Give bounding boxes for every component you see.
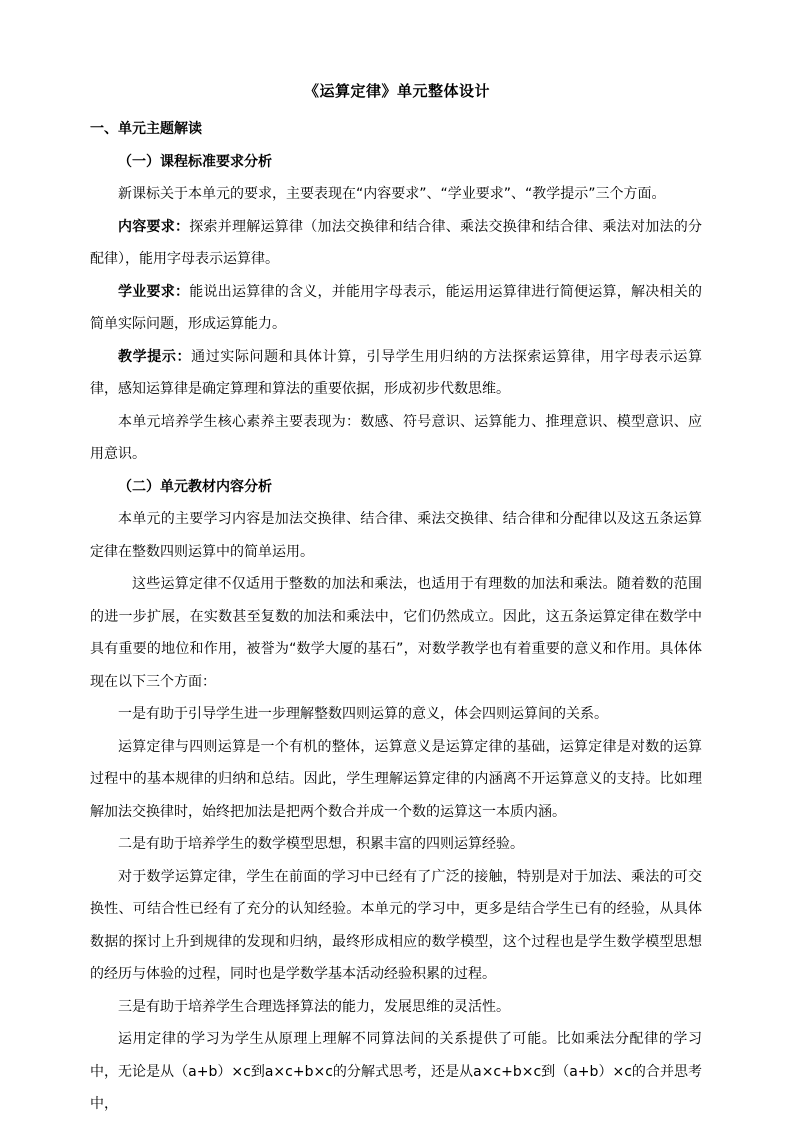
paragraph-13: 运用定律的学习为学生从原理上理解不同算法间的关系提供了可能。比如乘法分配律的学习中，无论是从（a+b）×c到a×c+b×c的分解式思考，还是从a×c+b×c到（a+b）×c的合并思考中， — [90, 1031, 702, 1112]
subsection-heading-2: （二）单元教材内容分析 — [118, 478, 272, 495]
paragraph-5: 本单元培养学生核心素养主要表现为：数感、符号意识、运算能力、推理意识、模型意识、应用意识。 — [90, 413, 702, 462]
paragraph-2 — [90, 211, 702, 276]
section-heading-1: 一、单元主题解读 — [90, 121, 202, 137]
paragraph-11: 对于数学运算定律，学生在前面的学习中已经有了广泛的接触，特别是对于加法、乘法的可交换性、可结合性已经有了充分的认知经验。本单元的学习中，更多是结合学生已有的经验，从具体数据的探讨上升到规律的发现和归纳，最终形成相应的数学模型，这个过程也是学生数学模型思想的经历与体验的过程，同时也是学数学基本活动经验积累的过程。 — [90, 868, 702, 982]
paragraph-6: 本单元的主要学习内容是加法交换律、结合律、乘法交换律、结合律和分配律以及这五条运算定律在整数四则运算中的简单运用。 — [90, 511, 702, 560]
paragraph-2-label: 内容要求： — [118, 218, 190, 235]
paragraph-2-text: 探索并理解运算律（加法交换律和结合律、乘法交换律和结合律、乘法对加法的分配律），能用字母表示运算律。 — [90, 218, 702, 267]
paragraph-10: 二是有助于培养学生的数学模型思想，积累丰富的四则运算经验。 — [118, 836, 524, 852]
document-body — [90, 113, 702, 1121]
paragraph-8: 一是有助于引导学生进一步理解整数四则运算的意义，体会四则运算间的关系。 — [118, 706, 608, 722]
document-title: 《运算定律》单元整体设计 — [303, 82, 490, 100]
paragraph-4-label: 教学提示： — [118, 348, 192, 365]
paragraph-3-label: 学业要求： — [118, 283, 190, 300]
subsection-heading-1: （一）课程标准要求分析 — [118, 153, 272, 170]
paragraph-12: 三是有助于培养学生合理选择算法的能力，发展思维的灵活性。 — [118, 998, 510, 1015]
paragraph-4 — [90, 341, 702, 406]
paragraph-4-text: 通过实际问题和具体计算，引导学生用归纳的方法探索运算律，用字母表示运算律，感知运算律是确定算理和算法的重要依据，形成初步代数思维。 — [90, 348, 702, 397]
paragraph-7: 这些运算定律不仅适用于整数的加法和乘法，也适用于有理数的加法和乘法。随着数的范围的进一步扩展，在实数甚至复数的加法和乘法中，它们仍然成立。因此，这五条运算定律在数学中具有重要的地位和作用，被誉为“数学大厦的基石”，对数学教学也有着重要的意义和作用。具体体现在以下三个方面： — [90, 576, 702, 690]
paragraph-1: 新课标关于本单元的要求，主要表现在“内容要求”、“学业要求”、“教学提示”三个方面。 — [118, 186, 666, 202]
paragraph-3 — [90, 276, 702, 341]
paragraph-9: 运算定律与四则运算是一个有机的整体，运算意义是运算定律的基础，运算定律是对数的运算过程中的基本规律的归纳和总结。因此，学生理解运算定律的内涵离不开运算意义的支持。比如理解加法交换律时，始终把加法是把两个数合并成一个数的运算这一本质内涵。 — [90, 738, 702, 820]
paragraph-3-text: 能说出运算律的含义，并能用字母表示，能运用运算律进行简便运算，解决相关的简单实际问题，形成运算能力。 — [90, 283, 702, 332]
